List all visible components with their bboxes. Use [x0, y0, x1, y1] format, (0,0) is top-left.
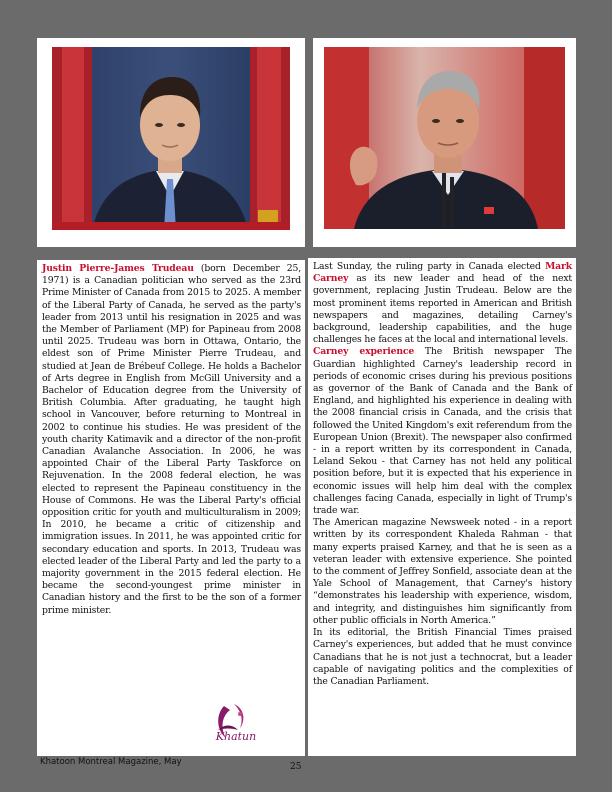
- right-photo-panel: [313, 38, 576, 247]
- page-number: 25: [290, 762, 302, 772]
- trudeau-photo: [52, 47, 290, 230]
- khatoon-logo: [210, 700, 262, 748]
- right-text-column: [308, 258, 576, 756]
- carney-intro-text-b: as its new leader and head of the next government, replacing Justin Trudeau. Below are the most prominent items reported in American and British newspapers and magazines, detailing Carney's background, leadership capabilities, and the huge challenges he faces at the local and international levels.: [313, 273, 572, 346]
- trudeau-bio-text: (born December 25, 1971) is a Canadian politician who served as the 23rd Prime Minister of Canada from 2015 to 2025. A member of the Liberal Party of Canada, he served as the party's leader from 2013 until his resignation in 2025 and was the Member of Parliament (MP) for Papineau from 2008 until 2025. Trudeau was born in Ottawa, Ontario, the eldest son of Prime Minister Pierre Trudeau, and studied at Jean de Brébeuf College. He holds a Bachelor of Arts degree in English from McGill University and a Bachelor of Education degree from the University of British Columbia. After graduating, he taught high school in Vancouver, before returning to Montreal in 2002 to continue his studies. He was president of the youth charity Katimavik and a director of the non-profit Canadian Avalanche Association. In 2006, he was appointed Chair of the Liberal Party Taskforce on Rejuvenation. In the 2008 federal election, he was elected to represent the Papineau constituency in the House of Commons. He was the Liberal Party's official opposition critic for youth and multiculturalism in 2009; In 2010, he became a critic of citizenship and immigration issues. In 2011, he was appointed critic for secondary education and sports. In 2013, Trudeau was elected leader of the Liberal Party and led the party to a majority government in the 2015 federal election. He became the second-youngest prime minister in Canadian history and the first to be the son of a former prime minister.: [42, 263, 302, 616]
- carney-intro-text-a: Last Sunday, the ruling party in Canada elected: [313, 261, 546, 272]
- carney-photo: [324, 47, 565, 229]
- carney-experience-paragraph: [313, 346, 572, 517]
- carney-intro-paragraph: [313, 261, 572, 346]
- carney-experience-text: The British newspaper The Guardian highlighted Carney's leadership record in periods of economic crises during his previous positions as governor of the Bank of Canada and the Bank of England, and highlighted his experience in dealing with the 2008 financial crisis in Canada, and the crisis that followed the United Kingdom's exit referendum from the European Union (Brexit). The newspaper also confirmed - in a report written by its correspondent in Canada, Leland Sekou - that Carney has not held any political position before, but it is expected that his experience in economic issues will help him deal with the complex challenges facing Canada, especially in light of Trump's trade war.: [313, 346, 572, 517]
- left-text-column: [37, 260, 305, 756]
- left-photo-panel: [37, 38, 305, 247]
- logo-text: Khatun: [215, 730, 257, 743]
- carney-name-highlight: Mark Carney: [313, 261, 572, 285]
- financial-times-paragraph: In its editorial, the British Financial Times praised Carney's experiences, but added that he must convince Canadians that he is not just a technocrat, but a leader capable of navigating politics and the complexities of the Canadian Parliament.: [313, 627, 572, 687]
- trudeau-name-highlight: Justin Pierre-James Trudeau: [42, 263, 194, 274]
- carney-experience-subhead: Carney experience: [313, 346, 415, 358]
- newsweek-paragraph: The American magazine Newsweek noted - in a report written by its correspondent Khaleda Rahman - that many experts praised Karney, and that he is seen as a veteran leader with extensive experience. She pointed to the comment of Jeffrey Sonfield, associate dean at the Yale School of Management, that Carney's history “demonstrates his leadership with experience, wisdom, and integrity, and distinguishes him significantly from other public officials in North America.”: [313, 517, 572, 626]
- magazine-footer: Khatoon Montreal Magazine, May: [40, 757, 182, 767]
- trudeau-bio-paragraph: [42, 263, 301, 617]
